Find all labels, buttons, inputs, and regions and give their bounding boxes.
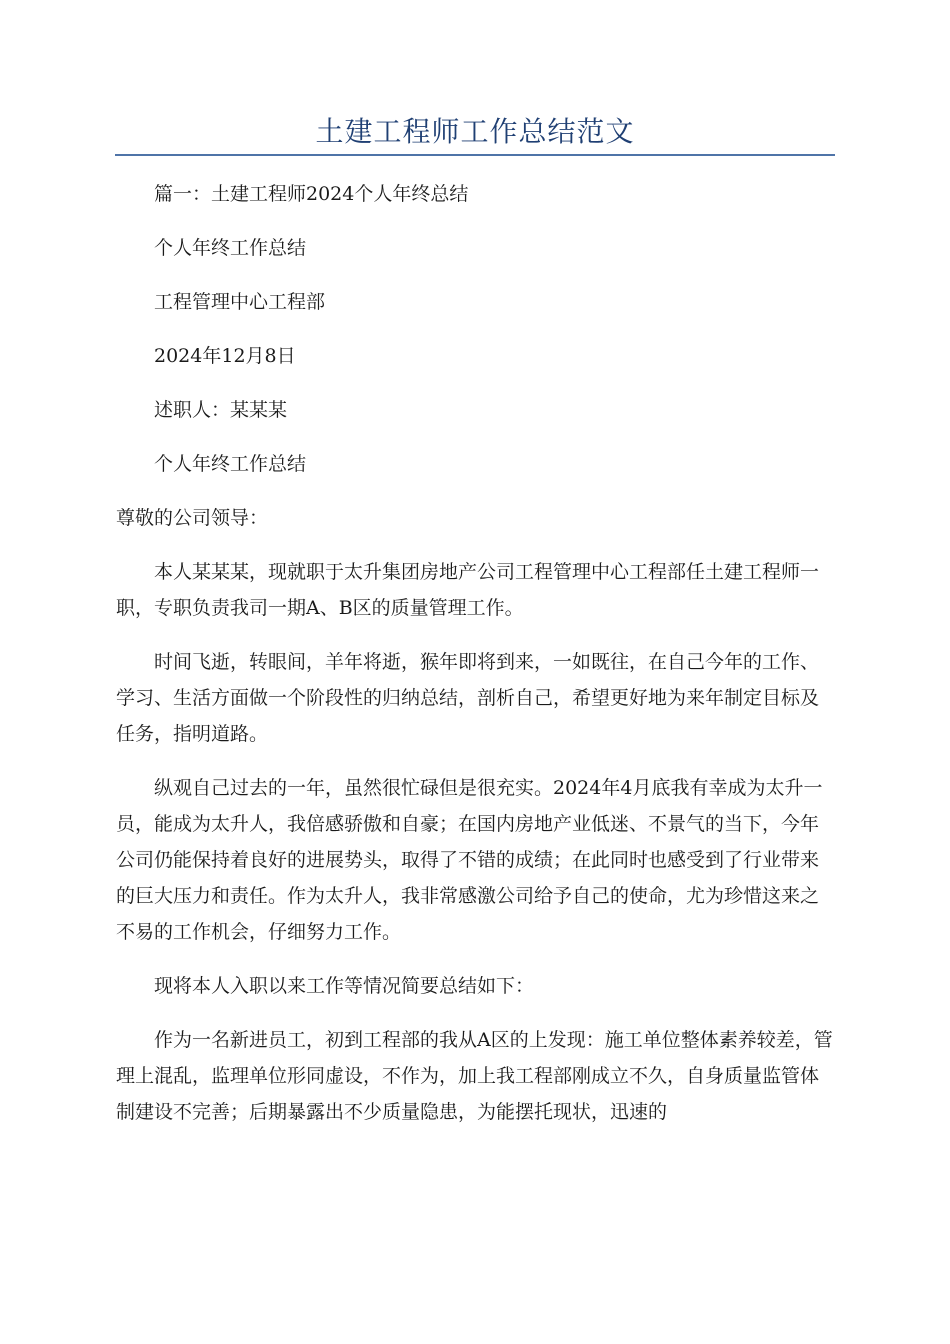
body-paragraph: 时间飞逝，转眼间，羊年将逝，猴年即将到来，一如既往，在自己今年的工作、学习、生活方面做一个阶段性的归纳总结，剖析自己，希望更好地为来年制定目标及任务，指明道路。 — [116, 651, 820, 745]
section-heading: 篇一：土建工程师2024个人年终总结 — [154, 183, 469, 205]
department: 工程管理中心工程部 — [154, 291, 326, 313]
body-paragraph: 作为一名新进员工，初到工程部的我从A区的上发现：施工单位整体素养较差，管理上混乱，监理单位形同虚设，不作为，加上我工程部刚成立不久，自身质量监管体制建设不完善；后期暴露出不少质量隐患，为能摆托现状，迅速的 — [116, 1029, 833, 1123]
title-underline — [115, 154, 835, 156]
salutation: 尊敬的公司领导： — [116, 507, 269, 529]
body-paragraph: 现将本人入职以来工作等情况简要总结如下： — [154, 975, 535, 997]
document-body — [116, 176, 834, 1148]
report-title: 个人年终工作总结 — [154, 237, 307, 259]
document-title: 土建工程师工作总结范文 — [315, 115, 635, 148]
body-paragraph: 本人某某某，现就职于太升集团房地产公司工程管理中心工程部任土建工程师一职，专职负责我司一期A、B区的质量管理工作。 — [116, 561, 820, 619]
body-paragraph: 纵观自己过去的一年，虽然很忙碌但是很充实。2024年4月底我有幸成为太升一员，能成为太升人，我倍感骄傲和自豪；在国内房地产业低迷、不景气的当下，今年公司仍能保持着良好的进展势头，取得了不错的成绩；在此同时也感受到了行业带来的巨大压力和责任。作为太升人，我非常感激公司给予自己的使命，尤为珍惜这来之不易的工作机会，仔细努力工作。 — [116, 777, 823, 943]
report-title-repeat: 个人年终工作总结 — [154, 453, 307, 475]
reporter: 述职人：某某某 — [154, 399, 288, 421]
report-date: 2024年12月8日 — [154, 345, 296, 367]
